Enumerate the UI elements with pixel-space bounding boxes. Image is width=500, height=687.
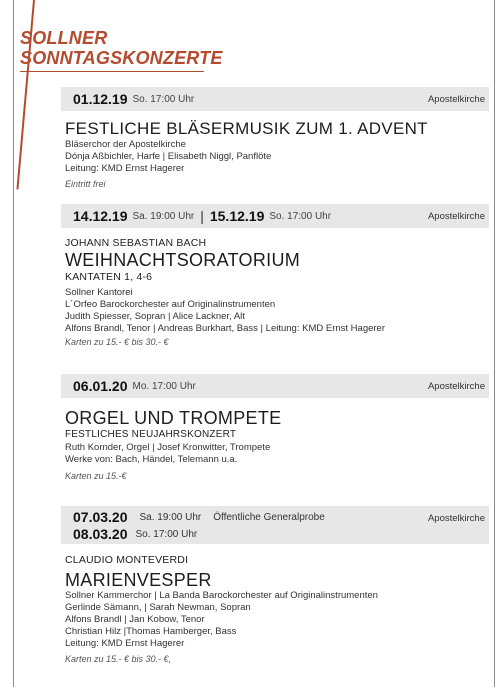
event-4 xyxy=(61,506,489,666)
event-date: 06.01.20 xyxy=(73,378,128,394)
event-title: FESTLICHE BLÄSERMUSIK ZUM 1. ADVENT xyxy=(65,119,428,138)
event-date-bar xyxy=(61,374,489,398)
event-date: 07.03.20 xyxy=(73,509,128,525)
date-separator: | xyxy=(200,208,204,224)
event-line: Alfons Brandl, Tenor | Andreas Burkhart, Bass | Leitung: KMD Ernst Hagerer xyxy=(65,323,385,334)
event-note: Karten zu 15.-€ xyxy=(65,471,127,481)
event-title: MARIENVESPER xyxy=(65,570,212,590)
right-border xyxy=(494,0,495,687)
event-line: Leitung: KMD Ernst Hagerer xyxy=(65,163,185,174)
event-line: Bläserchor der Apostelkirche xyxy=(65,139,186,150)
event-time: So. 17:00 Uhr xyxy=(269,210,332,222)
event-title: WEIHNACHTSORATORIUM xyxy=(65,250,301,270)
event-line: Sollner Kammerchor | La Banda Barockorchester auf Originalinstrumenten xyxy=(65,590,378,601)
event-date: 08.03.20 xyxy=(73,526,128,542)
event-date-bar xyxy=(61,87,489,111)
event-time: Sa. 19:00 Uhr xyxy=(139,511,202,523)
event-1 xyxy=(61,87,489,191)
event-rehearsal-label: Öffentliche Generalprobe xyxy=(213,511,325,523)
event-note: Karten zu 15.- € bis 30.- €, xyxy=(65,654,172,664)
event-line: L´Orfeo Barockorchester auf Originalinstrumenten xyxy=(65,299,276,310)
event-date-bar xyxy=(61,506,489,544)
event-composer: CLAUDIO MONTEVERDI xyxy=(65,554,189,566)
event-line: Gerlinde Sämann, | Sarah Newman, Sopran xyxy=(65,602,251,613)
event-line: Alfons Brandl | Jan Kobow, Tenor xyxy=(65,614,205,625)
event-time: So. 17:00 Uhr xyxy=(132,93,195,105)
event-line: Sollner Kantorei xyxy=(65,287,133,298)
event-subtitle: FESTLICHES NEUJAHRSKONZERT xyxy=(65,429,237,440)
event-time: So. 17:00 Uhr xyxy=(135,528,198,540)
brand-underline xyxy=(20,71,204,72)
event-note: Eintritt frei xyxy=(65,179,106,189)
event-date-bar xyxy=(61,204,489,228)
event-line: Christian Hilz |Thomas Hamberger, Bass xyxy=(65,626,237,637)
event-line: Leitung: KMD Ernst Hagerer xyxy=(65,638,185,649)
event-3 xyxy=(61,374,489,483)
event-date: 15.12.19 xyxy=(209,208,265,224)
event-line: Dónja Aßbichler, Harfe | Elisabeth Niggl, Panflöte xyxy=(65,151,272,162)
event-line: Judith Spiesser, Sopran | Alice Lackner, Alt xyxy=(65,311,245,322)
event-venue: Apostelkirche xyxy=(427,210,485,222)
event-line: Werke von: Bach, Händel, Telemann u.a. xyxy=(65,454,238,465)
event-2 xyxy=(61,204,489,349)
event-venue: Apostelkirche xyxy=(427,93,485,105)
event-subtitle: KANTATEN 1, 4-6 xyxy=(65,271,153,283)
left-border xyxy=(13,0,14,687)
event-composer: JOHANN SEBASTIAN BACH xyxy=(65,237,207,249)
event-date: 01.12.19 xyxy=(73,91,128,107)
event-line: Ruth Kornder, Orgel | Josef Kronwitter, Trompete xyxy=(65,442,271,453)
event-venue: Apostelkirche xyxy=(427,380,485,392)
brand-line-1: SOLLNER xyxy=(20,28,108,48)
event-venue: Apostelkirche xyxy=(427,513,485,524)
event-note: Karten zu 15.- € bis 30.- € xyxy=(65,337,169,347)
brand-title xyxy=(20,28,223,68)
event-time: Mo. 17:00 Uhr xyxy=(132,380,196,392)
event-date: 14.12.19 xyxy=(73,208,128,224)
brand-line-2: SONNTAGSKONZERTE xyxy=(20,48,223,68)
event-title: ORGEL UND TROMPETE xyxy=(65,408,282,428)
event-time: Sa. 19:00 Uhr xyxy=(132,210,195,222)
